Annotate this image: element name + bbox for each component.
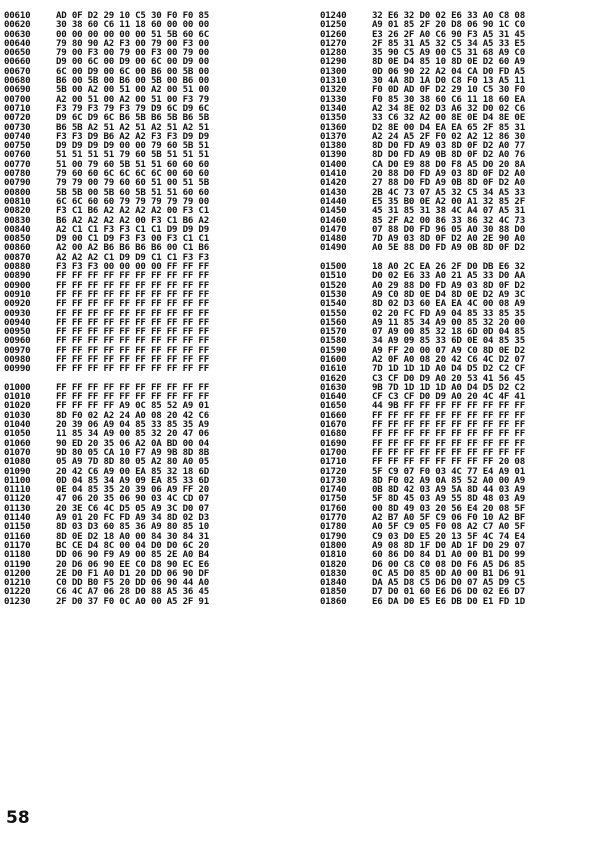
line-address: 01550 [320, 308, 347, 319]
line-address: 00800 [4, 187, 31, 198]
line-bytes: FF FF FF FF FF FF FF FF FF FF [56, 364, 209, 375]
line-bytes: 27 88 D0 FD A9 0B 8D 0F D2 A0 [372, 178, 525, 189]
line-address: 01560 [320, 317, 347, 328]
line-bytes: 90 ED 20 35 06 A2 0A BD 00 04 [56, 438, 209, 449]
line-address: 01640 [320, 392, 347, 403]
line-address: 01060 [4, 438, 31, 449]
line-address: 00850 [4, 234, 31, 245]
line-address: 01530 [320, 289, 347, 300]
line-address: 00640 [4, 38, 31, 49]
line-address: 01220 [4, 587, 31, 598]
line-address: 01260 [320, 29, 347, 40]
line-address: 00650 [4, 48, 31, 59]
line-address: 00810 [4, 196, 31, 207]
line-address: 01360 [320, 122, 347, 133]
line-address: 00680 [4, 76, 31, 87]
line-bytes: 79 79 00 79 60 60 51 00 51 5B [56, 178, 209, 189]
line-address: 01240 [320, 11, 347, 21]
line-address: 00760 [4, 150, 31, 161]
line-address: 01080 [4, 457, 31, 468]
line-bytes: FF FF FF FF FF FF FF FF FF FF [372, 420, 525, 431]
line-address: 01440 [320, 196, 347, 207]
line-address: 01390 [320, 150, 347, 161]
line-address: 01840 [320, 578, 347, 589]
line-bytes: A9 FF 20 00 07 A9 C0 8D 0E D2 [372, 345, 525, 356]
line-address: 00930 [4, 308, 31, 319]
line-bytes: 5B 00 A2 00 51 00 A2 00 51 00 [56, 85, 209, 96]
line-address: 01180 [4, 550, 31, 561]
line-bytes: FF FF FF FF FF FF FF FF FF FF [372, 410, 525, 421]
line-bytes: A2 00 51 00 A2 00 51 00 F3 79 [56, 94, 209, 105]
line-address: 01480 [320, 234, 347, 245]
line-address: 01350 [320, 113, 347, 124]
line-bytes: F3 F3 D9 B6 A2 A2 F3 F3 D9 D9 [56, 131, 209, 142]
line-address: 01460 [320, 215, 347, 226]
line-bytes: 2F D0 37 F0 0C A0 00 A5 2F 91 [56, 596, 209, 607]
listing-line [4, 365, 209, 374]
line-address: 00980 [4, 354, 31, 365]
line-bytes: B6 00 5B 00 B6 00 5B 00 B6 00 [56, 76, 209, 87]
line-bytes: 20 3E C6 4C D5 05 A9 3C D0 07 [56, 503, 209, 514]
line-address: 01570 [320, 327, 347, 338]
line-bytes: DA A5 D8 C5 D6 D0 07 A5 D9 C5 [372, 578, 525, 589]
line-address: 00910 [4, 289, 31, 300]
line-bytes: 00 00 00 00 00 00 51 5B 60 6C [56, 29, 209, 40]
line-address: 01660 [320, 410, 347, 421]
line-address: 01380 [320, 141, 347, 152]
line-bytes: 0E 04 85 35 20 39 06 A9 FF 20 [56, 485, 209, 496]
line-bytes: AD 0F D2 29 10 C5 30 F0 F0 85 [56, 11, 209, 21]
line-bytes: A2 0F A0 08 20 42 C6 4C D2 07 [372, 354, 525, 365]
line-address: 01510 [320, 271, 347, 282]
line-bytes: 44 9B FF FF FF FF FF FF FF FF [372, 401, 525, 412]
line-bytes: BC CE D4 8C 00 04 D0 D0 6C 20 [56, 540, 209, 551]
line-address: 01110 [4, 485, 31, 496]
line-address: 00920 [4, 299, 31, 310]
line-address: 01340 [320, 103, 347, 114]
line-address: 00900 [4, 280, 31, 291]
line-address: 00660 [4, 57, 31, 68]
line-address: 01620 [320, 373, 347, 384]
line-bytes: 79 60 60 6C 6C 6C 6C 00 60 60 [56, 169, 209, 180]
line-address: 01520 [320, 280, 347, 291]
line-bytes: F0 85 30 38 60 C6 11 18 60 EA [372, 94, 525, 105]
line-bytes: 6C 00 D9 00 6C 00 B6 00 5B 00 [56, 66, 209, 77]
line-address: 01820 [320, 559, 347, 570]
line-bytes: 5B 5B 00 5B 60 5B 51 51 60 60 [56, 187, 209, 198]
line-bytes: 60 86 D0 84 D1 A0 00 B1 D0 99 [372, 550, 525, 561]
line-address: 01330 [320, 94, 347, 105]
line-address: 01250 [320, 20, 347, 31]
line-address: 01290 [320, 57, 347, 68]
line-bytes: 2E D0 F1 A0 D1 20 DD 06 90 DF [56, 568, 209, 579]
line-address: 00740 [4, 131, 31, 142]
line-address: 00960 [4, 336, 31, 347]
line-bytes: 9D 80 05 CA 10 F7 A9 9B 8D 8B [56, 447, 209, 458]
line-address: 01100 [4, 475, 31, 486]
line-bytes: F3 79 F3 79 F3 79 D9 6C D9 6C [56, 103, 209, 114]
line-bytes: 34 A9 09 85 33 6D 0E 04 85 35 [372, 336, 525, 347]
line-address: 01280 [320, 48, 347, 59]
line-address: 00780 [4, 169, 31, 180]
line-bytes: CA D0 E9 88 D0 F8 A5 D0 20 8A [372, 159, 525, 170]
line-address: 01670 [320, 420, 347, 431]
line-bytes: 8D F0 02 A9 0A 85 52 A0 00 A9 [372, 475, 525, 486]
line-address: 00830 [4, 215, 31, 226]
line-address: 01320 [320, 85, 347, 96]
line-address: 01760 [320, 503, 347, 514]
line-address: 01770 [320, 513, 347, 524]
line-address: 00870 [4, 252, 31, 263]
line-address: 00840 [4, 224, 31, 235]
line-bytes: A9 11 85 34 A9 00 85 32 20 00 [372, 317, 525, 328]
line-bytes: FF FF FF FF FF FF FF FF FF FF [56, 308, 209, 319]
line-address: 01210 [4, 578, 31, 589]
line-address: 01370 [320, 131, 347, 142]
line-bytes: C6 4C A7 06 28 D0 88 A5 36 45 [56, 587, 209, 598]
line-address: 00790 [4, 178, 31, 189]
line-address: 01630 [320, 382, 347, 393]
hex-listing-right-column [320, 12, 525, 607]
line-address: 01650 [320, 401, 347, 412]
line-address: 01690 [320, 438, 347, 449]
line-bytes: 8D D0 FD A9 0B 8D 0F D2 A0 76 [372, 150, 525, 161]
line-bytes: 20 88 D0 FD A9 03 8D 0F D2 A0 [372, 169, 525, 180]
line-address: 01730 [320, 475, 347, 486]
line-address: 01400 [320, 159, 347, 170]
line-bytes: 20 39 06 A9 04 85 33 85 35 A9 [56, 420, 209, 431]
line-bytes: FF FF FF FF FF FF FF FF FF FF [56, 336, 209, 347]
line-address: 01000 [4, 382, 31, 393]
line-address: 01130 [4, 503, 31, 514]
line-address: 01030 [4, 410, 31, 421]
line-bytes: CF C3 CF D0 D9 A0 20 4C 4F 41 [372, 392, 525, 403]
line-bytes: 11 85 34 A9 00 85 32 20 47 06 [56, 429, 209, 440]
line-bytes: A9 08 8D 1F D0 AD 1F D0 29 07 [372, 540, 525, 551]
line-address: 01800 [320, 540, 347, 551]
line-bytes: FF FF FF FF FF FF FF FF FF FF [56, 317, 209, 328]
line-bytes: 8D 03 D3 60 85 36 A9 80 85 10 [56, 522, 209, 533]
line-bytes: 45 31 85 31 38 4C A4 07 A5 31 [372, 206, 525, 217]
line-bytes: 8D 0E D2 18 A0 00 84 30 84 31 [56, 531, 209, 542]
line-address: 01090 [4, 466, 31, 477]
line-address: 01470 [320, 224, 347, 235]
line-address: 01050 [4, 429, 31, 440]
line-bytes: E3 26 2F A0 C6 90 F3 A5 31 45 [372, 29, 525, 40]
line-bytes: 32 E6 32 D0 02 E6 33 A0 C8 08 [372, 11, 525, 21]
line-bytes: DD 06 90 F9 A9 00 85 2E A0 B4 [56, 550, 209, 561]
line-address: 01850 [320, 587, 347, 598]
listing-line [320, 244, 525, 253]
listing-line [4, 598, 209, 607]
line-address: 01230 [4, 596, 31, 607]
line-bytes: 2F 85 31 A5 32 C5 34 A5 33 E5 [372, 38, 525, 49]
line-bytes: 8D 02 D3 60 EA EA 4C 00 08 A9 [372, 299, 525, 310]
line-bytes: 47 06 20 35 06 90 03 4C CD 07 [56, 494, 209, 505]
line-bytes: 0D 06 90 22 A2 04 CA D0 FD A5 [372, 66, 525, 77]
line-address: 01750 [320, 494, 347, 505]
line-address: 01700 [320, 447, 347, 458]
line-bytes: A2 C1 C1 F3 F3 C1 C1 D9 D9 D9 [56, 224, 209, 235]
line-bytes: 85 2F A2 00 86 33 86 32 4C 73 [372, 215, 525, 226]
line-bytes: F3 F3 F3 00 00 00 00 FF FF FF [56, 262, 209, 273]
line-bytes: A2 24 A5 2F F0 02 A2 12 86 30 [372, 131, 525, 142]
line-bytes: FF FF FF FF FF FF FF FF FF FF [56, 382, 209, 393]
line-address: 00700 [4, 94, 31, 105]
line-address: 00860 [4, 243, 31, 254]
line-address: 01610 [320, 364, 347, 375]
line-bytes: 18 A0 2C EA 26 2F D0 DB E6 32 [372, 262, 525, 273]
line-address: 01810 [320, 550, 347, 561]
line-bytes: FF FF FF FF FF FF FF FF FF FF [56, 392, 209, 403]
line-bytes: A2 00 A2 B6 B6 B6 B6 00 C1 B6 [56, 243, 209, 254]
line-address: 01710 [320, 457, 347, 468]
line-address: 01070 [4, 447, 31, 458]
line-bytes: F0 0D AD 0F D2 29 10 C5 30 F0 [372, 85, 525, 96]
line-bytes: B6 A2 A2 A2 A2 00 F3 C1 B6 A2 [56, 215, 209, 226]
line-bytes: FF FF FF FF FF FF FF FF FF FF [372, 438, 525, 449]
line-address: 01140 [4, 513, 31, 524]
line-bytes: D9 00 C1 D9 F3 F3 00 F3 C1 C1 [56, 234, 209, 245]
line-bytes: A0 29 88 D0 FD A9 03 8D 0F D2 [372, 280, 525, 291]
line-bytes: 07 A9 00 85 32 18 6D 0D 04 85 [372, 327, 525, 338]
line-address: 01680 [320, 429, 347, 440]
hex-listing-left-column [4, 12, 209, 607]
line-address: 01310 [320, 76, 347, 87]
line-address: 01430 [320, 187, 347, 198]
line-address: 01720 [320, 466, 347, 477]
line-address: 00890 [4, 271, 31, 282]
line-bytes: D2 8E 00 D4 EA EA 65 2F 85 31 [372, 122, 525, 133]
line-bytes: 00 8D 49 03 20 56 E4 20 08 5F [372, 503, 525, 514]
line-bytes: 51 51 51 51 79 60 5B 51 51 51 [56, 150, 209, 161]
line-bytes: 07 88 D0 FD 96 05 A0 30 88 D0 [372, 224, 525, 235]
line-address: 00970 [4, 345, 31, 356]
line-address: 01490 [320, 243, 347, 254]
line-bytes: 8D D0 FD A9 03 8D 0F D2 A0 77 [372, 141, 525, 152]
line-address: 01160 [4, 531, 31, 542]
line-bytes: C0 DD B0 F5 20 DD 06 90 44 A0 [56, 578, 209, 589]
line-address: 01500 [320, 262, 347, 273]
line-bytes: B6 5B A2 51 A2 51 A2 51 A2 51 [56, 122, 209, 133]
line-address: 01780 [320, 522, 347, 533]
line-address: 01120 [4, 494, 31, 505]
line-bytes: 02 20 FC FD A9 04 85 33 85 35 [372, 308, 525, 319]
page-number: 58 [6, 808, 30, 828]
line-bytes: 0B 8D 42 03 A9 5A 8D 44 03 A9 [372, 485, 525, 496]
line-bytes: FF FF FF FF FF FF FF FF FF FF [56, 327, 209, 338]
line-bytes: D0 02 E6 33 A0 21 A5 33 D0 AA [372, 271, 525, 282]
line-address: 01040 [4, 420, 31, 431]
line-address: 00720 [4, 113, 31, 124]
line-address: 00670 [4, 66, 31, 77]
line-bytes: C3 CF D0 D9 A0 20 53 41 56 45 [372, 373, 525, 384]
line-address: 01410 [320, 169, 347, 180]
line-bytes: 5F 8D 45 03 A9 55 8D 48 03 A9 [372, 494, 525, 505]
line-bytes: 30 4A 8D 1A D0 C8 F0 13 A5 11 [372, 76, 525, 87]
line-bytes: FF FF FF FF FF FF FF FF FF FF [56, 280, 209, 291]
line-address: 00690 [4, 85, 31, 96]
line-bytes: FF FF FF FF A9 0C 85 52 A9 01 [56, 401, 209, 412]
line-bytes: FF FF FF FF FF FF FF FF FF FF [56, 345, 209, 356]
line-address: 01170 [4, 540, 31, 551]
line-address: 01580 [320, 336, 347, 347]
line-address: 01020 [4, 401, 31, 412]
line-address: 00940 [4, 317, 31, 328]
line-bytes: 20 D6 06 90 EE C0 D8 90 EC E6 [56, 559, 209, 570]
line-bytes: 7D 1D 1D 1D A0 D4 D5 D2 C2 CF [372, 364, 525, 375]
line-address: 00750 [4, 141, 31, 152]
line-bytes: D6 00 C8 C0 08 D0 F6 A5 D6 85 [372, 559, 525, 570]
line-address: 00610 [4, 11, 31, 21]
line-address: 01200 [4, 568, 31, 579]
line-bytes: A9 01 85 2F 20 D8 06 90 1C C0 [372, 20, 525, 31]
line-address: 01150 [4, 522, 31, 533]
line-bytes: 8D 0E D4 85 10 8D 0E D2 60 A9 [372, 57, 525, 68]
line-bytes: D9 00 6C 00 D9 00 6C 00 D9 00 [56, 57, 209, 68]
line-bytes: 35 90 C5 A9 00 C5 31 68 A9 C0 [372, 48, 525, 59]
line-bytes: 0C A5 D0 85 0D A0 00 B1 D6 91 [372, 568, 525, 579]
line-bytes: FF FF FF FF FF FF FF FF FF FF [56, 271, 209, 282]
line-address: 00630 [4, 29, 31, 40]
line-bytes: 9B 7D 1D 1D 1D A0 D4 D5 D2 C2 [372, 382, 525, 393]
line-bytes: E5 35 B0 0E A2 00 A1 32 85 2F [372, 196, 525, 207]
line-address: 01450 [320, 206, 347, 217]
line-bytes: A9 01 20 FC FD A9 34 8D 02 D3 [56, 513, 209, 524]
line-bytes: A2 34 8E 02 D3 A6 32 D0 02 C6 [372, 103, 525, 114]
line-bytes: A2 A2 A2 C1 D9 D9 C1 C1 F3 F3 [56, 252, 209, 263]
line-bytes: 79 00 F3 00 79 00 F3 00 79 00 [56, 48, 209, 59]
line-address: 01790 [320, 531, 347, 542]
listing-line [320, 598, 525, 607]
line-address: 00770 [4, 159, 31, 170]
line-address: 01190 [4, 559, 31, 570]
line-bytes: 8D F0 02 A2 24 A0 08 20 42 C6 [56, 410, 209, 421]
line-address: 00620 [4, 20, 31, 31]
line-bytes: 20 42 C6 A9 00 EA 85 32 18 6D [56, 466, 209, 477]
line-address: 00880 [4, 262, 31, 273]
line-bytes: F3 C1 B6 A2 A2 A2 A2 00 F3 C1 [56, 206, 209, 217]
line-bytes: 5F C9 07 F0 03 4C 77 E4 A9 01 [372, 466, 525, 477]
line-bytes: E6 DA D0 E5 E6 DB D0 E1 FD 1D [372, 596, 525, 607]
line-bytes: A9 C0 8D 0E D4 8D 0E D2 A9 3C [372, 289, 525, 300]
line-bytes: 51 00 79 60 5B 51 51 60 60 60 [56, 159, 209, 170]
line-bytes: A2 B7 A0 5F C9 06 F0 10 A2 BF [372, 513, 525, 524]
line-bytes: 7D A9 03 8D 0F D2 A0 2E 90 A0 [372, 234, 525, 245]
line-address: 01420 [320, 178, 347, 189]
line-address: 00730 [4, 122, 31, 133]
line-bytes: D9 D9 D9 D9 00 00 79 60 5B 51 [56, 141, 209, 152]
line-bytes: 30 38 60 C6 11 18 60 00 00 00 [56, 20, 209, 31]
line-bytes: 79 80 90 A2 F3 00 79 00 F3 00 [56, 38, 209, 49]
line-bytes: D9 6C D9 6C B6 5B B6 5B B6 5B [56, 113, 209, 124]
line-bytes: 6C 6C 60 60 79 79 79 79 79 00 [56, 196, 209, 207]
line-bytes: D7 D0 01 60 E6 D6 D0 02 E6 D7 [372, 587, 525, 598]
line-address: 01830 [320, 568, 347, 579]
line-bytes: FF FF FF FF FF FF FF FF FF FF [372, 447, 525, 458]
line-bytes: C9 03 D0 E5 20 13 5F 4C 74 E4 [372, 531, 525, 542]
line-bytes: 2B 4C 73 07 A5 32 C5 34 A5 33 [372, 187, 525, 198]
line-bytes: A0 5E 88 D0 FD A9 0B 8D 0F D2 [372, 243, 525, 254]
line-address: 01010 [4, 392, 31, 403]
line-bytes: 0D 04 85 34 A9 09 EA 85 33 6D [56, 475, 209, 486]
line-address: 00990 [4, 364, 31, 375]
line-address: 00950 [4, 327, 31, 338]
line-address: 01740 [320, 485, 347, 496]
line-bytes: 05 A9 7D 8D 80 05 A2 80 A0 05 [56, 457, 209, 468]
line-bytes: 33 C6 32 A2 00 8E 0E D4 8E 0E [372, 113, 525, 124]
line-bytes: FF FF FF FF FF FF FF FF FF FF [372, 429, 525, 440]
line-bytes: FF FF FF FF FF FF FF FF FF FF [56, 299, 209, 310]
line-bytes: FF FF FF FF FF FF FF FF FF FF [56, 354, 209, 365]
line-address: 01270 [320, 38, 347, 49]
line-address: 01600 [320, 354, 347, 365]
line-address: 01300 [320, 66, 347, 77]
line-bytes: A0 5F C9 05 F0 08 A2 C7 A0 5F [372, 522, 525, 533]
line-bytes: FF FF FF FF FF FF FF FF 20 08 [372, 457, 525, 468]
line-bytes: FF FF FF FF FF FF FF FF FF FF [56, 289, 209, 300]
line-address: 01540 [320, 299, 347, 310]
line-address: 01590 [320, 345, 347, 356]
line-address: 01860 [320, 596, 347, 607]
line-address: 00710 [4, 103, 31, 114]
line-address: 00820 [4, 206, 31, 217]
